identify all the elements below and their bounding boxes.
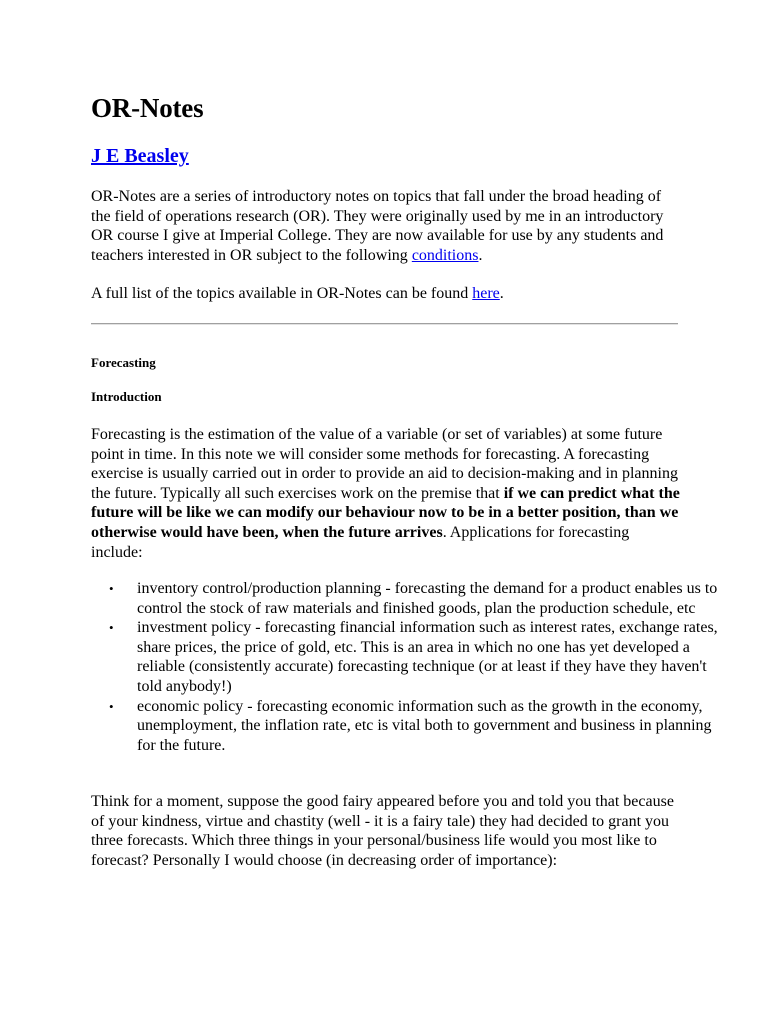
list-item [109, 697, 727, 756]
list-item-text: investment policy - forecasting financial information such as interest rates, exchange rates, share prices, the price of gold, etc. This is an area in which no one has yet developed a reliable (consistently accurate) forecasting technique (or at least if they have they haven't told anybody!) [137, 619, 718, 695]
author-link[interactable]: J E Beasley [91, 145, 189, 167]
list-item [109, 618, 727, 696]
conditions-link[interactable]: conditions [411, 246, 479, 264]
section-title: Forecasting [91, 355, 156, 370]
section-divider [91, 323, 678, 325]
good-fairy-paragraph: Think for a moment, suppose the good fairy appeared before you and told you that because of your kindness, virtue and chastity (well - it is a fairy tale) they had decided to grant you three forecasts. Which three things in your personal/business life would you most like to forecast? Personally I would choose (in decreasing order of importance): [91, 793, 674, 869]
forecasting-definition-paragraph [91, 425, 681, 562]
topics-list-paragraph [91, 284, 681, 304]
list-item-text: inventory control/production planning - forecasting the demand for a product enables us to control the stock of raw materials and finished goods, plan the production schedule, etc [137, 580, 718, 617]
section-subtitle: Introduction [91, 389, 162, 404]
bullet-icon: • [109, 620, 114, 636]
author-heading [91, 144, 189, 168]
premise-bold-text: if we can predict what the future will be like we can modify our behaviour now to be in a better position, than we otherwise would have been, when the future arrives [91, 484, 680, 541]
topics-period: . [499, 285, 504, 302]
intro-period: . [478, 246, 483, 264]
list-item [109, 579, 727, 618]
bullet-icon: • [109, 698, 114, 714]
intro-paragraph [91, 187, 681, 265]
intro-text: OR-Notes are a series of introductory notes on topics that fall under the broad heading of the field of operations research (OR). They were originally used by me in an introductory OR course I give at Imperial College. They are now available for use by any students and teachers interested in OR subject to the following [91, 188, 664, 264]
here-link[interactable]: here [472, 285, 500, 302]
applications-lead-text: . Applications for forecasting include: [91, 523, 630, 561]
page-title: OR-Notes [91, 93, 204, 123]
applications-list [91, 579, 727, 755]
definition-text: Forecasting is the estimation of the value of a variable (or set of variables) at some future point in time. In this note we will consider some methods for forecasting. A forecasting exercise is usually carried out in order to provide an aid to decision-making and in planning the future. Typically all such exercises work on the premise that [91, 426, 678, 502]
bullet-icon: • [109, 581, 114, 596]
list-item-text: economic policy - forecasting economic information such as the growth in the economy, unemployment, the inflation rate, etc is vital both to government and business in planning for the future. [137, 697, 712, 754]
topics-text: A full list of the topics available in OR-Notes can be found [91, 285, 473, 302]
